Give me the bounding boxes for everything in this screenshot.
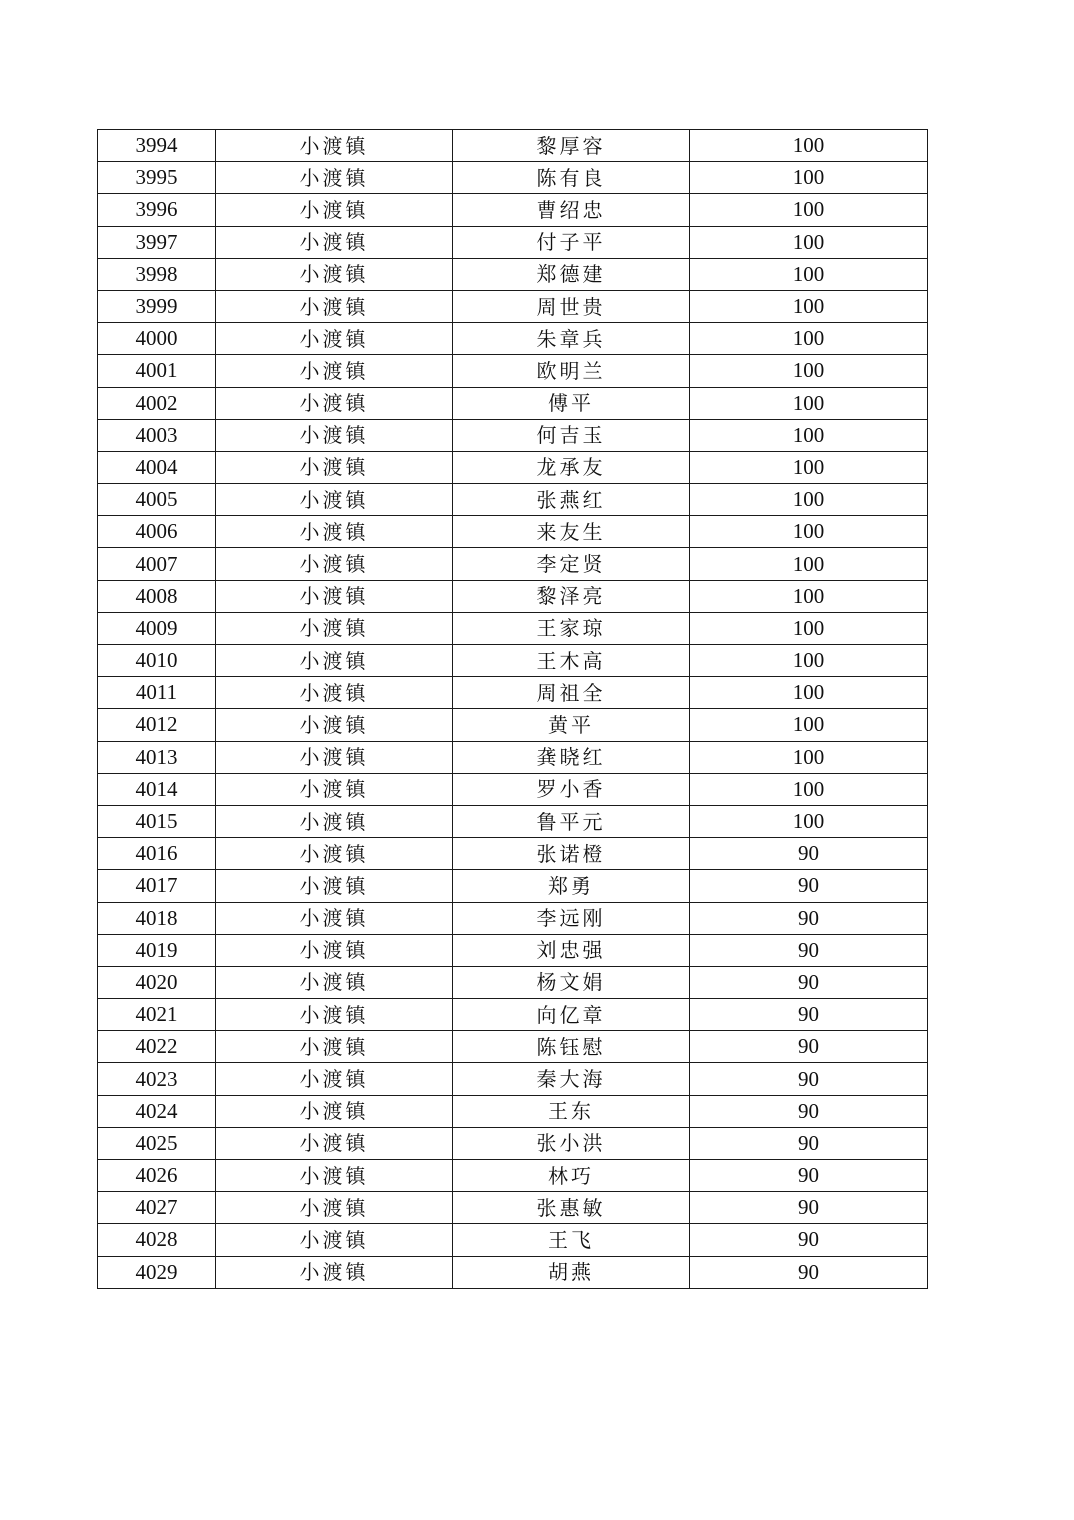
- row-number-cell: 4001: [98, 355, 216, 387]
- table-row: [98, 1192, 928, 1224]
- name-cell: 朱章兵: [453, 323, 690, 355]
- name-cell: 张燕红: [453, 484, 690, 516]
- amount-cell: 100: [690, 484, 928, 516]
- town-cell: 小渡镇: [216, 773, 453, 805]
- town-cell: 小渡镇: [216, 1224, 453, 1256]
- amount-cell: 100: [690, 805, 928, 837]
- table-row: [98, 516, 928, 548]
- name-cell: 王飞: [453, 1224, 690, 1256]
- town-cell: 小渡镇: [216, 709, 453, 741]
- town-cell: 小渡镇: [216, 226, 453, 258]
- table-row: [98, 966, 928, 998]
- name-cell: 鲁平元: [453, 805, 690, 837]
- table-row: [98, 451, 928, 483]
- row-number-cell: 4027: [98, 1192, 216, 1224]
- amount-cell: 100: [690, 258, 928, 290]
- town-cell: 小渡镇: [216, 1095, 453, 1127]
- amount-cell: 100: [690, 677, 928, 709]
- town-cell: 小渡镇: [216, 387, 453, 419]
- row-number-cell: 4021: [98, 999, 216, 1031]
- table-row: [98, 677, 928, 709]
- amount-cell: 90: [690, 999, 928, 1031]
- row-number-cell: 4028: [98, 1224, 216, 1256]
- row-number-cell: 4008: [98, 580, 216, 612]
- table-row: [98, 387, 928, 419]
- row-number-cell: 4004: [98, 451, 216, 483]
- name-cell: 张诺橙: [453, 838, 690, 870]
- table-row: [98, 870, 928, 902]
- table-row: [98, 323, 928, 355]
- table-row: [98, 773, 928, 805]
- row-number-cell: 4006: [98, 516, 216, 548]
- row-number-cell: 3995: [98, 162, 216, 194]
- amount-cell: 90: [690, 1160, 928, 1192]
- town-cell: 小渡镇: [216, 130, 453, 162]
- town-cell: 小渡镇: [216, 805, 453, 837]
- roster-table: [97, 129, 928, 1289]
- amount-cell: 90: [690, 1256, 928, 1288]
- row-number-cell: 4025: [98, 1127, 216, 1159]
- row-number-cell: 3996: [98, 194, 216, 226]
- town-cell: 小渡镇: [216, 290, 453, 322]
- name-cell: 王家琼: [453, 612, 690, 644]
- amount-cell: 100: [690, 580, 928, 612]
- amount-cell: 100: [690, 709, 928, 741]
- amount-cell: 100: [690, 773, 928, 805]
- table-row: [98, 580, 928, 612]
- row-number-cell: 3997: [98, 226, 216, 258]
- name-cell: 陈有良: [453, 162, 690, 194]
- name-cell: 张小洪: [453, 1127, 690, 1159]
- row-number-cell: 4002: [98, 387, 216, 419]
- amount-cell: 100: [690, 162, 928, 194]
- name-cell: 付子平: [453, 226, 690, 258]
- town-cell: 小渡镇: [216, 355, 453, 387]
- table-row: [98, 1127, 928, 1159]
- name-cell: 郑德建: [453, 258, 690, 290]
- name-cell: 王东: [453, 1095, 690, 1127]
- row-number-cell: 4016: [98, 838, 216, 870]
- town-cell: 小渡镇: [216, 1192, 453, 1224]
- table-row: [98, 548, 928, 580]
- amount-cell: 90: [690, 1063, 928, 1095]
- name-cell: 王木高: [453, 645, 690, 677]
- town-cell: 小渡镇: [216, 934, 453, 966]
- town-cell: 小渡镇: [216, 999, 453, 1031]
- name-cell: 杨文娟: [453, 966, 690, 998]
- row-number-cell: 4017: [98, 870, 216, 902]
- town-cell: 小渡镇: [216, 870, 453, 902]
- table-row: [98, 1160, 928, 1192]
- table-row: [98, 709, 928, 741]
- town-cell: 小渡镇: [216, 1127, 453, 1159]
- town-cell: 小渡镇: [216, 194, 453, 226]
- town-cell: 小渡镇: [216, 1160, 453, 1192]
- town-cell: 小渡镇: [216, 645, 453, 677]
- table-row: [98, 902, 928, 934]
- name-cell: 郑勇: [453, 870, 690, 902]
- amount-cell: 100: [690, 451, 928, 483]
- amount-cell: 100: [690, 516, 928, 548]
- amount-cell: 90: [690, 870, 928, 902]
- name-cell: 傅平: [453, 387, 690, 419]
- town-cell: 小渡镇: [216, 966, 453, 998]
- amount-cell: 100: [690, 226, 928, 258]
- town-cell: 小渡镇: [216, 162, 453, 194]
- amount-cell: 100: [690, 194, 928, 226]
- table-row: [98, 1031, 928, 1063]
- amount-cell: 90: [690, 838, 928, 870]
- table-row: [98, 258, 928, 290]
- town-cell: 小渡镇: [216, 580, 453, 612]
- town-cell: 小渡镇: [216, 838, 453, 870]
- name-cell: 欧明兰: [453, 355, 690, 387]
- name-cell: 林巧: [453, 1160, 690, 1192]
- name-cell: 黎泽亮: [453, 580, 690, 612]
- town-cell: 小渡镇: [216, 548, 453, 580]
- table-row: [98, 838, 928, 870]
- row-number-cell: 4018: [98, 902, 216, 934]
- row-number-cell: 4023: [98, 1063, 216, 1095]
- town-cell: 小渡镇: [216, 451, 453, 483]
- table-row: [98, 484, 928, 516]
- name-cell: 李定贤: [453, 548, 690, 580]
- name-cell: 龙承友: [453, 451, 690, 483]
- roster-table-body: [98, 130, 928, 1289]
- row-number-cell: 4022: [98, 1031, 216, 1063]
- amount-cell: 90: [690, 902, 928, 934]
- name-cell: 陈钰慰: [453, 1031, 690, 1063]
- amount-cell: 100: [690, 355, 928, 387]
- row-number-cell: 4029: [98, 1256, 216, 1288]
- town-cell: 小渡镇: [216, 323, 453, 355]
- table-row: [98, 290, 928, 322]
- town-cell: 小渡镇: [216, 902, 453, 934]
- row-number-cell: 4015: [98, 805, 216, 837]
- amount-cell: 90: [690, 1127, 928, 1159]
- town-cell: 小渡镇: [216, 419, 453, 451]
- town-cell: 小渡镇: [216, 1063, 453, 1095]
- row-number-cell: 4007: [98, 548, 216, 580]
- amount-cell: 90: [690, 966, 928, 998]
- row-number-cell: 3998: [98, 258, 216, 290]
- row-number-cell: 4026: [98, 1160, 216, 1192]
- row-number-cell: 4000: [98, 323, 216, 355]
- town-cell: 小渡镇: [216, 258, 453, 290]
- table-row: [98, 419, 928, 451]
- row-number-cell: 4012: [98, 709, 216, 741]
- amount-cell: 90: [690, 1192, 928, 1224]
- table-row: [98, 934, 928, 966]
- name-cell: 罗小香: [453, 773, 690, 805]
- town-cell: 小渡镇: [216, 677, 453, 709]
- town-cell: 小渡镇: [216, 1031, 453, 1063]
- table-row: [98, 1224, 928, 1256]
- name-cell: 秦大海: [453, 1063, 690, 1095]
- row-number-cell: 4024: [98, 1095, 216, 1127]
- amount-cell: 100: [690, 290, 928, 322]
- row-number-cell: 4010: [98, 645, 216, 677]
- row-number-cell: 4011: [98, 677, 216, 709]
- row-number-cell: 3999: [98, 290, 216, 322]
- table-row: [98, 130, 928, 162]
- town-cell: 小渡镇: [216, 516, 453, 548]
- table-row: [98, 645, 928, 677]
- table-row: [98, 226, 928, 258]
- amount-cell: 100: [690, 387, 928, 419]
- amount-cell: 100: [690, 612, 928, 644]
- row-number-cell: 4013: [98, 741, 216, 773]
- row-number-cell: 4003: [98, 419, 216, 451]
- amount-cell: 90: [690, 1095, 928, 1127]
- name-cell: 张惠敏: [453, 1192, 690, 1224]
- table-row: [98, 1256, 928, 1288]
- table-row: [98, 1063, 928, 1095]
- town-cell: 小渡镇: [216, 741, 453, 773]
- row-number-cell: 4014: [98, 773, 216, 805]
- amount-cell: 90: [690, 934, 928, 966]
- row-number-cell: 4009: [98, 612, 216, 644]
- name-cell: 曹绍忠: [453, 194, 690, 226]
- table-row: [98, 355, 928, 387]
- table-row: [98, 741, 928, 773]
- amount-cell: 100: [690, 419, 928, 451]
- table-row: [98, 999, 928, 1031]
- name-cell: 龚晓红: [453, 741, 690, 773]
- table-row: [98, 162, 928, 194]
- name-cell: 刘忠强: [453, 934, 690, 966]
- name-cell: 周祖全: [453, 677, 690, 709]
- amount-cell: 100: [690, 548, 928, 580]
- town-cell: 小渡镇: [216, 1256, 453, 1288]
- name-cell: 黎厚容: [453, 130, 690, 162]
- table-row: [98, 194, 928, 226]
- amount-cell: 90: [690, 1031, 928, 1063]
- row-number-cell: 3994: [98, 130, 216, 162]
- name-cell: 来友生: [453, 516, 690, 548]
- name-cell: 向亿章: [453, 999, 690, 1031]
- name-cell: 何吉玉: [453, 419, 690, 451]
- name-cell: 黄平: [453, 709, 690, 741]
- amount-cell: 90: [690, 1224, 928, 1256]
- amount-cell: 100: [690, 741, 928, 773]
- row-number-cell: 4005: [98, 484, 216, 516]
- town-cell: 小渡镇: [216, 612, 453, 644]
- amount-cell: 100: [690, 130, 928, 162]
- row-number-cell: 4019: [98, 934, 216, 966]
- table-row: [98, 805, 928, 837]
- amount-cell: 100: [690, 645, 928, 677]
- table-row: [98, 612, 928, 644]
- town-cell: 小渡镇: [216, 484, 453, 516]
- name-cell: 周世贵: [453, 290, 690, 322]
- table-row: [98, 1095, 928, 1127]
- row-number-cell: 4020: [98, 966, 216, 998]
- name-cell: 李远刚: [453, 902, 690, 934]
- amount-cell: 100: [690, 323, 928, 355]
- name-cell: 胡燕: [453, 1256, 690, 1288]
